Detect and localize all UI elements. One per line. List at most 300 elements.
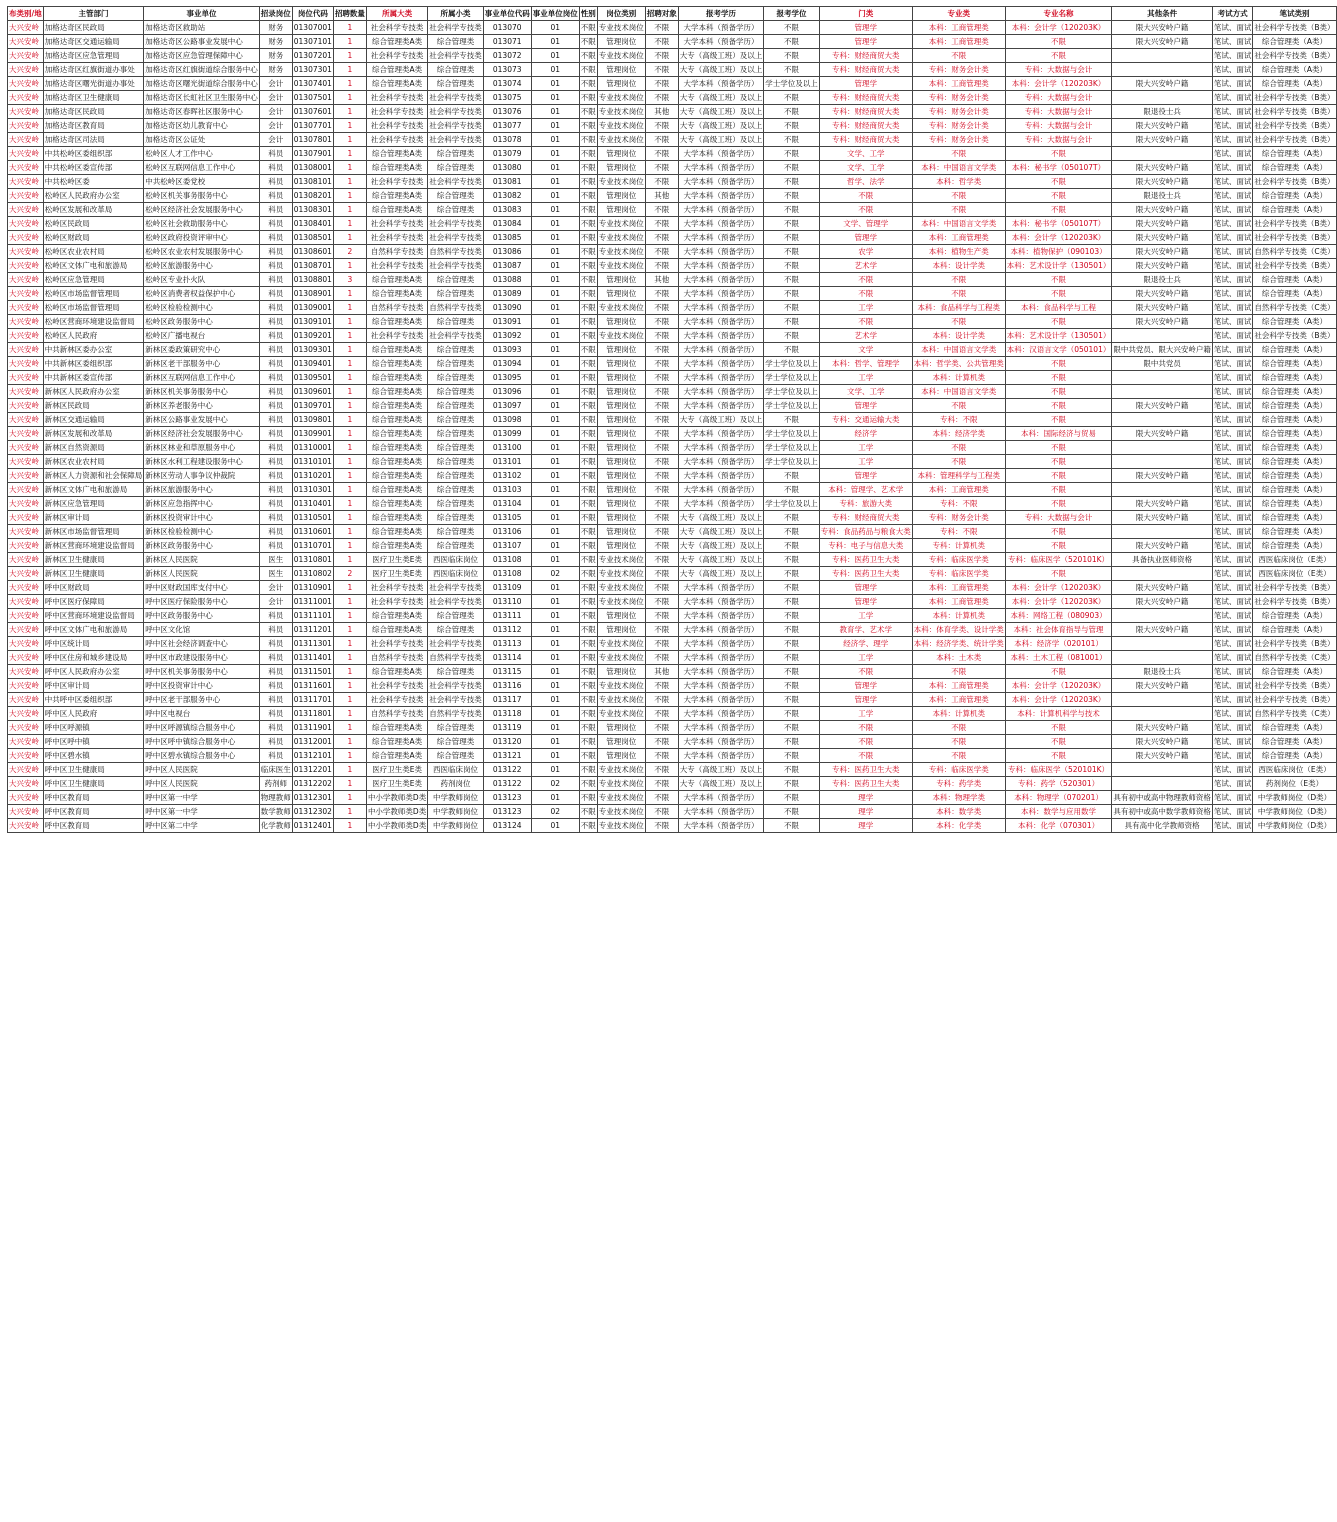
- table-cell: 不限: [1005, 749, 1112, 763]
- table-cell: 1: [333, 301, 366, 315]
- table-cell: 新林区营商环境建设监督局: [43, 539, 144, 553]
- table-cell: 大兴安岭: [8, 413, 44, 427]
- table-cell: 不限: [579, 175, 597, 189]
- table-cell: 专科：医药卫生大类: [819, 567, 912, 581]
- table-cell: 01309701: [292, 399, 333, 413]
- table-cell: 不限: [764, 539, 820, 553]
- table-cell: 专业技术岗位: [597, 777, 645, 791]
- table-cell: 013073: [483, 63, 531, 77]
- table-cell: 不限: [579, 763, 597, 777]
- table-cell: [1112, 525, 1213, 539]
- table-cell: 中共呼中区委组织部: [43, 693, 144, 707]
- table-cell: 大兴安岭: [8, 329, 44, 343]
- table-cell: 1: [333, 805, 366, 819]
- table-cell: 不限: [912, 399, 1005, 413]
- column-header: 专业类: [912, 7, 1005, 21]
- table-cell: 综合管理类（A类）: [1253, 147, 1336, 161]
- table-cell: 不限: [1005, 399, 1112, 413]
- table-cell: 松岭区市场监督管理局: [43, 287, 144, 301]
- table-row: [8, 679, 1337, 693]
- table-cell: 社会科学专技类: [366, 119, 427, 133]
- table-cell: 01310201: [292, 469, 333, 483]
- table-cell: 科员: [259, 217, 292, 231]
- table-cell: 01310901: [292, 581, 333, 595]
- table-cell: 01: [531, 301, 579, 315]
- table-cell: 本科：经济学类、统计学类: [912, 637, 1005, 651]
- table-cell: 不限: [645, 637, 678, 651]
- table-cell: 科员: [259, 231, 292, 245]
- table-cell: 1: [333, 791, 366, 805]
- table-cell: 不限: [645, 161, 678, 175]
- column-header: 报考学历: [678, 7, 764, 21]
- table-cell: 专科：财经商贸大类: [819, 133, 912, 147]
- table-cell: 社会科学专技类（B类）: [1253, 105, 1336, 119]
- table-cell: 专科：大数据与会计: [1005, 105, 1112, 119]
- table-cell: 专科：临床医学类: [912, 763, 1005, 777]
- table-cell: 新林区人民医院: [144, 567, 260, 581]
- table-cell: 大专（高级工班）及以上: [678, 91, 764, 105]
- table-cell: 不限: [764, 343, 820, 357]
- table-cell: 大兴安岭: [8, 343, 44, 357]
- table-cell: 013081: [483, 175, 531, 189]
- table-cell: 大兴安岭: [8, 105, 44, 119]
- table-cell: 本科：中国语言文学类: [912, 161, 1005, 175]
- table-cell: 财务: [259, 35, 292, 49]
- table-cell: 科员: [259, 329, 292, 343]
- table-row: [8, 693, 1337, 707]
- table-cell: 不限: [764, 273, 820, 287]
- table-cell: 不限: [912, 665, 1005, 679]
- table-cell: 大学本科（预备学历）: [678, 735, 764, 749]
- table-cell: 医疗卫生类E类: [366, 567, 427, 581]
- table-cell: 2: [333, 567, 366, 581]
- table-cell: 本科：会计学（120203K）: [1005, 679, 1112, 693]
- table-cell: 大学本科（预备学历）: [678, 161, 764, 175]
- table-cell: 综合管理类（A类）: [1253, 399, 1336, 413]
- table-cell: 综合管理类A类: [366, 189, 427, 203]
- table-cell: 本科：艺术设计学（130501）: [1005, 329, 1112, 343]
- table-cell: 限退役士兵: [1112, 665, 1213, 679]
- table-cell: 中共松岭区委宣传部: [43, 161, 144, 175]
- table-cell: 学士学位及以上: [764, 385, 820, 399]
- table-cell: 1: [333, 329, 366, 343]
- table-cell: 不限: [645, 483, 678, 497]
- table-cell: 01: [531, 623, 579, 637]
- table-cell: 大学本科（预备学历）: [678, 805, 764, 819]
- table-row: [8, 91, 1337, 105]
- table-cell: 笔试、面试: [1212, 259, 1253, 273]
- table-cell: 01: [531, 427, 579, 441]
- table-cell: 01: [531, 525, 579, 539]
- table-cell: 自然科学专技类: [366, 707, 427, 721]
- table-cell: 1: [333, 469, 366, 483]
- table-cell: 本科：数学与应用数学: [1005, 805, 1112, 819]
- table-cell: 本科：食品科学与工程类: [912, 301, 1005, 315]
- table-cell: 科员: [259, 371, 292, 385]
- table-row: [8, 595, 1337, 609]
- table-cell: 013070: [483, 21, 531, 35]
- table-cell: 笔试、面试: [1212, 119, 1253, 133]
- table-cell: 013087: [483, 259, 531, 273]
- table-cell: 不限: [645, 553, 678, 567]
- table-cell: 笔试、面试: [1212, 329, 1253, 343]
- table-cell: 综合管理类: [428, 441, 484, 455]
- table-cell: 不限: [645, 567, 678, 581]
- table-cell: 1: [333, 483, 366, 497]
- table-cell: 01310802: [292, 567, 333, 581]
- table-cell: 财务: [259, 21, 292, 35]
- table-cell: 01: [531, 819, 579, 833]
- table-cell: 本科：国际经济与贸易: [1005, 427, 1112, 441]
- table-cell: 专科：药学（520301）: [1005, 777, 1112, 791]
- table-cell: 本科：土木类: [912, 651, 1005, 665]
- table-cell: 1: [333, 707, 366, 721]
- table-row: [8, 609, 1337, 623]
- table-cell: 1: [333, 77, 366, 91]
- table-cell: 科员: [259, 385, 292, 399]
- table-cell: 新林区人民政府办公室: [43, 385, 144, 399]
- table-cell: 具有高中化学教师资格: [1112, 819, 1213, 833]
- table-cell: 呼中区教育局: [43, 819, 144, 833]
- table-cell: 01: [531, 413, 579, 427]
- table-cell: 科员: [259, 259, 292, 273]
- table-cell: 松岭区人民政府办公室: [43, 189, 144, 203]
- table-cell: 不限: [1005, 525, 1112, 539]
- table-cell: [1112, 707, 1213, 721]
- table-cell: 综合管理类A类: [366, 77, 427, 91]
- table-cell: 1: [333, 189, 366, 203]
- table-cell: 医生: [259, 553, 292, 567]
- table-cell: 综合管理类A类: [366, 609, 427, 623]
- table-cell: 01307201: [292, 49, 333, 63]
- table-cell: 笔试、面试: [1212, 413, 1253, 427]
- table-cell: 不限: [579, 497, 597, 511]
- table-cell: 013088: [483, 273, 531, 287]
- table-cell: 综合管理类: [428, 287, 484, 301]
- table-cell: 自然科学专技类: [428, 301, 484, 315]
- table-cell: 笔试、面试: [1212, 497, 1253, 511]
- table-cell: 新林区应急管理局: [43, 497, 144, 511]
- table-cell: 西医临床岗位（E类）: [1253, 553, 1336, 567]
- table-row: [8, 553, 1337, 567]
- table-cell: 社会科学专技类: [366, 259, 427, 273]
- table-cell: [1112, 413, 1213, 427]
- table-cell: 不限: [645, 259, 678, 273]
- table-cell: 2: [333, 245, 366, 259]
- table-cell: 01309201: [292, 329, 333, 343]
- table-cell: 大学本科（预备学历）: [678, 455, 764, 469]
- table-cell: 限中共党员、限大兴安岭户籍: [1112, 343, 1213, 357]
- table-cell: 药剂师: [259, 777, 292, 791]
- table-cell: 01309401: [292, 357, 333, 371]
- table-cell: 工学: [819, 609, 912, 623]
- table-row: [8, 427, 1337, 441]
- table-cell: 013110: [483, 595, 531, 609]
- table-cell: 01: [531, 749, 579, 763]
- table-cell: 综合管理类（A类）: [1253, 665, 1336, 679]
- table-cell: 专科：财务会计类: [912, 63, 1005, 77]
- table-cell: 专科：旅游大类: [819, 497, 912, 511]
- table-cell: 笔试、面试: [1212, 455, 1253, 469]
- table-cell: 不限: [912, 287, 1005, 301]
- table-cell: 艺术学: [819, 329, 912, 343]
- table-cell: 不限: [579, 525, 597, 539]
- table-cell: 1: [333, 497, 366, 511]
- table-cell: 综合管理类（A类）: [1253, 483, 1336, 497]
- column-header: 招录岗位: [259, 7, 292, 21]
- table-cell: 1: [333, 441, 366, 455]
- table-cell: 不限: [645, 441, 678, 455]
- table-cell: 限大兴安岭户籍: [1112, 539, 1213, 553]
- table-cell: 松岭区应急管理局: [43, 273, 144, 287]
- table-cell: 本科：会计学（120203K）: [1005, 693, 1112, 707]
- table-cell: 松岭区专业扑火队: [144, 273, 260, 287]
- table-cell: 不限: [645, 175, 678, 189]
- table-row: [8, 315, 1337, 329]
- table-cell: 01: [531, 399, 579, 413]
- table-cell: 限大兴安岭户籍: [1112, 21, 1213, 35]
- table-cell: 1: [333, 539, 366, 553]
- table-cell: 不限: [764, 49, 820, 63]
- table-cell: 加格达奇区曙光街道办事处: [43, 77, 144, 91]
- table-row: [8, 329, 1337, 343]
- table-cell: 01311201: [292, 623, 333, 637]
- table-cell: 不限: [764, 301, 820, 315]
- table-cell: 不限: [764, 217, 820, 231]
- table-cell: 本科：工商管理类: [912, 35, 1005, 49]
- column-header: 考试方式: [1212, 7, 1253, 21]
- table-row: [8, 287, 1337, 301]
- table-row: [8, 189, 1337, 203]
- table-row: [8, 525, 1337, 539]
- table-cell: 不限: [764, 21, 820, 35]
- table-cell: 不限: [579, 399, 597, 413]
- table-cell: 不限: [764, 651, 820, 665]
- table-cell: 大专（高级工班）及以上: [678, 63, 764, 77]
- table-cell: 管理岗位: [597, 721, 645, 735]
- table-cell: 013082: [483, 189, 531, 203]
- table-cell: 综合管理类（A类）: [1253, 315, 1336, 329]
- table-cell: 013112: [483, 623, 531, 637]
- table-row: [8, 49, 1337, 63]
- table-cell: 01: [531, 315, 579, 329]
- column-header: 专业名称: [1005, 7, 1112, 21]
- table-cell: 笔试、面试: [1212, 49, 1253, 63]
- table-cell: 不限: [764, 63, 820, 77]
- table-cell: 不限: [579, 609, 597, 623]
- table-cell: 不限: [645, 301, 678, 315]
- table-cell: 呼中区人民政府办公室: [43, 665, 144, 679]
- table-cell: 不限: [645, 77, 678, 91]
- table-cell: 01: [531, 679, 579, 693]
- table-cell: 限退役士兵: [1112, 189, 1213, 203]
- table-cell: 专科：财经商贸大类: [819, 49, 912, 63]
- table-cell: 加格达奇区红旗街道综合服务中心: [144, 63, 260, 77]
- table-cell: 限大兴安岭户籍: [1112, 119, 1213, 133]
- table-cell: 管理岗位: [597, 203, 645, 217]
- table-cell: 1: [333, 735, 366, 749]
- table-cell: 不限: [764, 595, 820, 609]
- table-cell: 1: [333, 553, 366, 567]
- table-cell: 不限: [764, 259, 820, 273]
- table-cell: 013124: [483, 819, 531, 833]
- table-cell: 笔试、面试: [1212, 553, 1253, 567]
- table-cell: 01310001: [292, 441, 333, 455]
- table-cell: [1112, 693, 1213, 707]
- table-cell: 不限: [645, 385, 678, 399]
- table-cell: 大兴安岭: [8, 469, 44, 483]
- table-cell: 管理岗位: [597, 469, 645, 483]
- table-cell: 松岭区广播电视台: [144, 329, 260, 343]
- table-cell: 综合管理类: [428, 203, 484, 217]
- table-cell: 综合管理类: [428, 511, 484, 525]
- table-cell: 本科：工商管理类: [912, 483, 1005, 497]
- table-cell: 呼中区投资审计中心: [144, 679, 260, 693]
- table-cell: 本科：会计学（120203K）: [1005, 231, 1112, 245]
- table-cell: 西医临床岗位（E类）: [1253, 567, 1336, 581]
- table-cell: 本科：工商管理类: [912, 581, 1005, 595]
- table-cell: 具有初中或高中数学教师资格: [1112, 805, 1213, 819]
- table-cell: 不限: [764, 777, 820, 791]
- table-cell: 不限: [764, 245, 820, 259]
- table-cell: 综合管理类A类: [366, 427, 427, 441]
- table-cell: 学士学位及以上: [764, 441, 820, 455]
- table-cell: 不限: [579, 343, 597, 357]
- table-cell: 1: [333, 21, 366, 35]
- table-cell: 专科：大数据与会计: [1005, 63, 1112, 77]
- table-cell: 社会科学专技类: [366, 679, 427, 693]
- table-cell: 呼中区住房和城乡建设局: [43, 651, 144, 665]
- table-cell: 文学、工学: [819, 147, 912, 161]
- table-row: [8, 721, 1337, 735]
- table-cell: 大兴安岭: [8, 133, 44, 147]
- table-cell: 管理岗位: [597, 413, 645, 427]
- table-cell: 大学本科（预备学历）: [678, 399, 764, 413]
- table-cell: 3: [333, 273, 366, 287]
- table-cell: 笔试、面试: [1212, 735, 1253, 749]
- table-cell: 本科：设计学类: [912, 329, 1005, 343]
- table-cell: 社会科学专技类: [428, 679, 484, 693]
- table-cell: 01309301: [292, 343, 333, 357]
- table-cell: [1112, 483, 1213, 497]
- table-cell: 1: [333, 595, 366, 609]
- table-cell: 限大兴安岭户籍: [1112, 679, 1213, 693]
- table-cell: 01309101: [292, 315, 333, 329]
- table-row: [8, 273, 1337, 287]
- column-header: 招聘数量: [333, 7, 366, 21]
- table-cell: 学士学位及以上: [764, 455, 820, 469]
- table-cell: 管理岗位: [597, 315, 645, 329]
- table-cell: 管理岗位: [597, 77, 645, 91]
- table-cell: 大兴安岭: [8, 455, 44, 469]
- table-cell: 不限: [579, 273, 597, 287]
- table-cell: 科员: [259, 651, 292, 665]
- table-cell: 笔试、面试: [1212, 315, 1253, 329]
- table-cell: 不限: [645, 805, 678, 819]
- column-header: 其他条件: [1112, 7, 1213, 21]
- table-cell: 不限: [1005, 315, 1112, 329]
- table-cell: 不限: [1005, 35, 1112, 49]
- table-cell: 不限: [819, 749, 912, 763]
- table-cell: 不限: [1005, 455, 1112, 469]
- table-cell: 大学本科（预备学历）: [678, 385, 764, 399]
- table-cell: 限大兴安岭户籍: [1112, 175, 1213, 189]
- table-cell: 综合管理类: [428, 189, 484, 203]
- table-row: [8, 119, 1337, 133]
- table-cell: 不限: [645, 413, 678, 427]
- header-row: [8, 7, 1337, 21]
- table-cell: 综合管理类（A类）: [1253, 511, 1336, 525]
- table-cell: 013084: [483, 217, 531, 231]
- table-cell: 限大兴安岭户籍: [1112, 581, 1213, 595]
- table-cell: 限大兴安岭户籍: [1112, 735, 1213, 749]
- table-cell: 不限: [645, 721, 678, 735]
- table-cell: 社会科学专技类: [366, 595, 427, 609]
- table-cell: 013093: [483, 343, 531, 357]
- table-cell: 01308201: [292, 189, 333, 203]
- table-cell: 文学、管理学: [819, 217, 912, 231]
- table-cell: 01312101: [292, 749, 333, 763]
- table-cell: 不限: [912, 49, 1005, 63]
- column-header: 事业单位代码: [483, 7, 531, 21]
- table-cell: 01311401: [292, 651, 333, 665]
- table-cell: 本科：中国语言文学类: [912, 385, 1005, 399]
- table-cell: 不限: [912, 147, 1005, 161]
- table-cell: 管理学: [819, 595, 912, 609]
- table-cell: 不限: [645, 511, 678, 525]
- table-cell: 不限: [579, 413, 597, 427]
- table-cell: 不限: [764, 189, 820, 203]
- table-cell: 限大兴安岭户籍: [1112, 721, 1213, 735]
- table-cell: 不限: [764, 147, 820, 161]
- table-cell: 01310701: [292, 539, 333, 553]
- table-cell: 中学教师岗位（D类）: [1253, 805, 1336, 819]
- table-cell: 不限: [1005, 287, 1112, 301]
- table-cell: 呼中区文体广电和旅游局: [43, 623, 144, 637]
- table-cell: 大兴安岭: [8, 693, 44, 707]
- table-cell: 呼中区政务服务中心: [144, 609, 260, 623]
- table-cell: 不限: [819, 287, 912, 301]
- table-cell: 大兴安岭: [8, 609, 44, 623]
- table-cell: 本科：艺术设计学（130501）: [1005, 259, 1112, 273]
- table-cell: 综合管理类（A类）: [1253, 357, 1336, 371]
- table-cell: 笔试、面试: [1212, 805, 1253, 819]
- table-cell: 不限: [579, 315, 597, 329]
- table-cell: 管理岗位: [597, 147, 645, 161]
- table-cell: 1: [333, 35, 366, 49]
- table-cell: 01307001: [292, 21, 333, 35]
- table-cell: 综合管理类A类: [366, 469, 427, 483]
- table-cell: 科员: [259, 175, 292, 189]
- table-cell: 大专（高级工班）及以上: [678, 105, 764, 119]
- table-cell: 大兴安岭: [8, 539, 44, 553]
- table-cell: 综合管理类A类: [366, 343, 427, 357]
- table-cell: 管理岗位: [597, 665, 645, 679]
- table-cell: 不限: [1005, 371, 1112, 385]
- table-cell: 综合管理类A类: [366, 749, 427, 763]
- table-cell: [1112, 371, 1213, 385]
- table-cell: 管理学: [819, 469, 912, 483]
- table-cell: 笔试、面试: [1212, 273, 1253, 287]
- table-cell: 01: [531, 189, 579, 203]
- table-cell: 不限: [645, 749, 678, 763]
- table-cell: 综合管理类: [428, 63, 484, 77]
- table-cell: 科员: [259, 413, 292, 427]
- table-cell: 松岭区人才工作中心: [144, 147, 260, 161]
- table-cell: 不限: [579, 329, 597, 343]
- table-cell: 中学教师岗位（D类）: [1253, 791, 1336, 805]
- table-cell: 不限: [645, 735, 678, 749]
